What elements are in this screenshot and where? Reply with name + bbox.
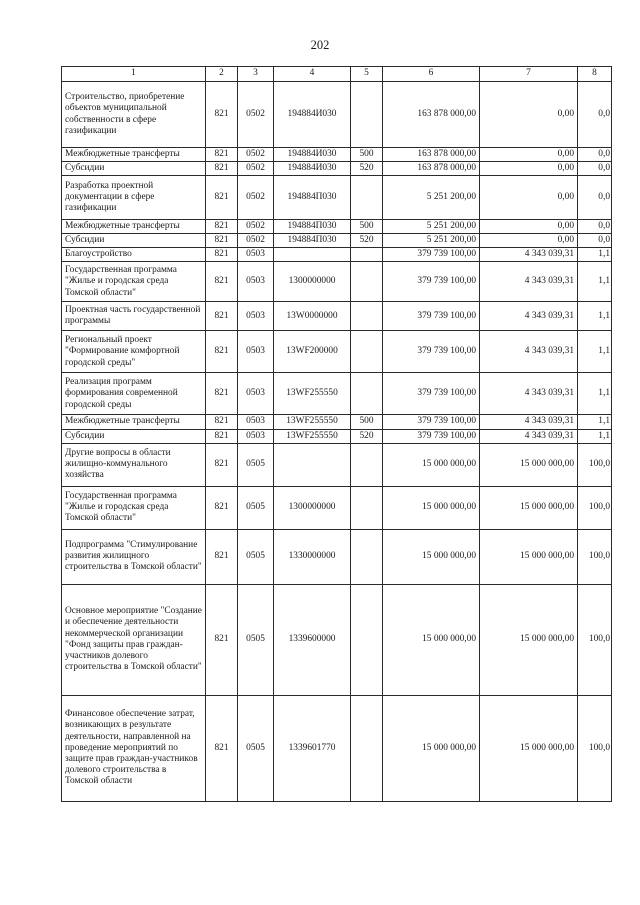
target-article-cell: 13WF255550 bbox=[274, 429, 351, 443]
target-article-cell: 13WF255550 bbox=[274, 373, 351, 415]
executed-amount-cell: 4 343 039,31 bbox=[480, 429, 578, 443]
section-code-cell: 0503 bbox=[238, 248, 274, 262]
table-row bbox=[62, 220, 612, 234]
department-code-cell: 821 bbox=[206, 262, 238, 302]
section-code-cell: 0502 bbox=[238, 234, 274, 248]
planned-amount-cell: 379 739 100,00 bbox=[383, 302, 480, 331]
section-code-cell: 0502 bbox=[238, 82, 274, 148]
item-name-cell: Субсидии bbox=[62, 429, 206, 443]
execution-percent-cell: 0,0 bbox=[578, 220, 612, 234]
executed-amount-cell: 15 000 000,00 bbox=[480, 695, 578, 801]
department-code-cell: 821 bbox=[206, 443, 238, 486]
item-name-cell: Другие вопросы в области жилищно-коммунального хозяйства bbox=[62, 443, 206, 486]
section-code-cell: 0503 bbox=[238, 429, 274, 443]
execution-percent-cell: 1,1 bbox=[578, 415, 612, 429]
department-code-cell: 821 bbox=[206, 162, 238, 176]
item-name-cell: Региональный проект "Формирование комфортной городской среды" bbox=[62, 331, 206, 373]
target-article-cell: 1300000000 bbox=[274, 262, 351, 302]
table-row bbox=[62, 262, 612, 302]
item-name-cell: Межбюджетные трансферты bbox=[62, 415, 206, 429]
section-code-cell: 0505 bbox=[238, 529, 274, 584]
executed-amount-cell: 15 000 000,00 bbox=[480, 529, 578, 584]
department-code-cell: 821 bbox=[206, 234, 238, 248]
header-cell: 2 bbox=[206, 67, 238, 82]
execution-percent-cell: 1,1 bbox=[578, 262, 612, 302]
executed-amount-cell: 4 343 039,31 bbox=[480, 248, 578, 262]
table-row bbox=[62, 584, 612, 695]
header-cell: 8 bbox=[578, 67, 612, 82]
execution-percent-cell: 100,0 bbox=[578, 529, 612, 584]
department-code-cell: 821 bbox=[206, 695, 238, 801]
item-name-cell: Государственная программа "Жилье и городская среда Томской области" bbox=[62, 262, 206, 302]
planned-amount-cell: 379 739 100,00 bbox=[383, 429, 480, 443]
header-cell: 1 bbox=[62, 67, 206, 82]
table-row bbox=[62, 429, 612, 443]
table-row bbox=[62, 373, 612, 415]
planned-amount-cell: 379 739 100,00 bbox=[383, 331, 480, 373]
target-article-cell: 194884И030 bbox=[274, 148, 351, 162]
executed-amount-cell: 0,00 bbox=[480, 176, 578, 220]
planned-amount-cell: 5 251 200,00 bbox=[383, 220, 480, 234]
planned-amount-cell: 379 739 100,00 bbox=[383, 415, 480, 429]
expense-type-cell bbox=[351, 248, 383, 262]
planned-amount-cell: 163 878 000,00 bbox=[383, 82, 480, 148]
target-article-cell bbox=[274, 443, 351, 486]
target-article-cell: 13W0000000 bbox=[274, 302, 351, 331]
section-code-cell: 0505 bbox=[238, 486, 274, 529]
section-code-cell: 0502 bbox=[238, 176, 274, 220]
execution-percent-cell: 1,1 bbox=[578, 373, 612, 415]
expense-type-cell bbox=[351, 584, 383, 695]
executed-amount-cell: 4 343 039,31 bbox=[480, 262, 578, 302]
department-code-cell: 821 bbox=[206, 302, 238, 331]
table-row bbox=[62, 415, 612, 429]
execution-percent-cell: 100,0 bbox=[578, 584, 612, 695]
planned-amount-cell: 163 878 000,00 bbox=[383, 148, 480, 162]
section-code-cell: 0503 bbox=[238, 331, 274, 373]
section-code-cell: 0505 bbox=[238, 695, 274, 801]
item-name-cell: Межбюджетные трансферты bbox=[62, 220, 206, 234]
planned-amount-cell: 15 000 000,00 bbox=[383, 695, 480, 801]
table-row bbox=[62, 248, 612, 262]
item-name-cell: Финансовое обеспечение затрат, возникающих в результате деятельности, направленной на проведение мероприятий по защите прав граждан-участников долевого строительства в Томской области bbox=[62, 695, 206, 801]
planned-amount-cell: 15 000 000,00 bbox=[383, 486, 480, 529]
table-row bbox=[62, 82, 612, 148]
budget-table bbox=[61, 66, 612, 802]
execution-percent-cell: 1,1 bbox=[578, 429, 612, 443]
target-article-cell: 13WF255550 bbox=[274, 415, 351, 429]
department-code-cell: 821 bbox=[206, 220, 238, 234]
item-name-cell: Разработка проектной документации в сфере газификации bbox=[62, 176, 206, 220]
section-code-cell: 0502 bbox=[238, 148, 274, 162]
item-name-cell: Благоустройство bbox=[62, 248, 206, 262]
target-article-cell: 1339601770 bbox=[274, 695, 351, 801]
department-code-cell: 821 bbox=[206, 148, 238, 162]
executed-amount-cell: 4 343 039,31 bbox=[480, 415, 578, 429]
target-article-cell: 194884П030 bbox=[274, 234, 351, 248]
expense-type-cell: 520 bbox=[351, 234, 383, 248]
expense-type-cell bbox=[351, 486, 383, 529]
table-row bbox=[62, 302, 612, 331]
department-code-cell: 821 bbox=[206, 429, 238, 443]
execution-percent-cell: 100,0 bbox=[578, 443, 612, 486]
table-row bbox=[62, 331, 612, 373]
planned-amount-cell: 5 251 200,00 bbox=[383, 176, 480, 220]
planned-amount-cell: 163 878 000,00 bbox=[383, 162, 480, 176]
table-row bbox=[62, 486, 612, 529]
executed-amount-cell: 0,00 bbox=[480, 82, 578, 148]
execution-percent-cell: 0,0 bbox=[578, 176, 612, 220]
executed-amount-cell: 0,00 bbox=[480, 162, 578, 176]
executed-amount-cell: 0,00 bbox=[480, 234, 578, 248]
expense-type-cell: 500 bbox=[351, 415, 383, 429]
execution-percent-cell: 1,1 bbox=[578, 331, 612, 373]
header-cell: 5 bbox=[351, 67, 383, 82]
expense-type-cell bbox=[351, 695, 383, 801]
executed-amount-cell: 0,00 bbox=[480, 220, 578, 234]
section-code-cell: 0503 bbox=[238, 302, 274, 331]
executed-amount-cell: 15 000 000,00 bbox=[480, 584, 578, 695]
section-code-cell: 0502 bbox=[238, 220, 274, 234]
execution-percent-cell: 0,0 bbox=[578, 162, 612, 176]
execution-percent-cell: 1,1 bbox=[578, 248, 612, 262]
execution-percent-cell: 0,0 bbox=[578, 234, 612, 248]
header-cell: 7 bbox=[480, 67, 578, 82]
header-cell: 4 bbox=[274, 67, 351, 82]
expense-type-cell bbox=[351, 331, 383, 373]
target-article-cell: 194884П030 bbox=[274, 176, 351, 220]
target-article-cell: 194884И030 bbox=[274, 162, 351, 176]
planned-amount-cell: 379 739 100,00 bbox=[383, 248, 480, 262]
expense-type-cell bbox=[351, 373, 383, 415]
planned-amount-cell: 15 000 000,00 bbox=[383, 443, 480, 486]
item-name-cell: Субсидии bbox=[62, 162, 206, 176]
department-code-cell: 821 bbox=[206, 486, 238, 529]
section-code-cell: 0502 bbox=[238, 162, 274, 176]
item-name-cell: Проектная часть государственной программы bbox=[62, 302, 206, 331]
execution-percent-cell: 1,1 bbox=[578, 302, 612, 331]
department-code-cell: 821 bbox=[206, 529, 238, 584]
department-code-cell: 821 bbox=[206, 248, 238, 262]
executed-amount-cell: 15 000 000,00 bbox=[480, 443, 578, 486]
execution-percent-cell: 0,0 bbox=[578, 82, 612, 148]
planned-amount-cell: 379 739 100,00 bbox=[383, 373, 480, 415]
section-code-cell: 0505 bbox=[238, 443, 274, 486]
table-row bbox=[62, 234, 612, 248]
expense-type-cell bbox=[351, 529, 383, 584]
execution-percent-cell: 100,0 bbox=[578, 695, 612, 801]
expense-type-cell bbox=[351, 262, 383, 302]
item-name-cell: Подпрограмма "Стимулирование развития жилищного строительства в Томской области" bbox=[62, 529, 206, 584]
execution-percent-cell: 100,0 bbox=[578, 486, 612, 529]
item-name-cell: Реализация программ формирования современной городской среды bbox=[62, 373, 206, 415]
item-name-cell: Межбюджетные трансферты bbox=[62, 148, 206, 162]
section-code-cell: 0505 bbox=[238, 584, 274, 695]
section-code-cell: 0503 bbox=[238, 373, 274, 415]
target-article-cell bbox=[274, 248, 351, 262]
planned-amount-cell: 379 739 100,00 bbox=[383, 262, 480, 302]
table-row bbox=[62, 176, 612, 220]
header-cell: 6 bbox=[383, 67, 480, 82]
department-code-cell: 821 bbox=[206, 415, 238, 429]
executed-amount-cell: 4 343 039,31 bbox=[480, 302, 578, 331]
table-header-row bbox=[62, 67, 612, 82]
item-name-cell: Субсидии bbox=[62, 234, 206, 248]
expense-type-cell: 520 bbox=[351, 162, 383, 176]
department-code-cell: 821 bbox=[206, 176, 238, 220]
target-article-cell: 1330000000 bbox=[274, 529, 351, 584]
department-code-cell: 821 bbox=[206, 331, 238, 373]
item-name-cell: Основное мероприятие "Создание и обеспечение деятельности некоммерческой организации "Фонд защиты прав граждан-участников долевого строительства в Томской области" bbox=[62, 584, 206, 695]
target-article-cell: 13WF200000 bbox=[274, 331, 351, 373]
execution-percent-cell: 0,0 bbox=[578, 148, 612, 162]
header-cell: 3 bbox=[238, 67, 274, 82]
expense-type-cell: 500 bbox=[351, 220, 383, 234]
department-code-cell: 821 bbox=[206, 82, 238, 148]
expense-type-cell: 520 bbox=[351, 429, 383, 443]
executed-amount-cell: 15 000 000,00 bbox=[480, 486, 578, 529]
planned-amount-cell: 5 251 200,00 bbox=[383, 234, 480, 248]
item-name-cell: Строительство, приобретение объектов муниципальной собственности в сфере газификации bbox=[62, 82, 206, 148]
expense-type-cell bbox=[351, 82, 383, 148]
table-row bbox=[62, 529, 612, 584]
item-name-cell: Государственная программа "Жилье и городская среда Томской области" bbox=[62, 486, 206, 529]
executed-amount-cell: 4 343 039,31 bbox=[480, 331, 578, 373]
target-article-cell: 1300000000 bbox=[274, 486, 351, 529]
table-row bbox=[62, 148, 612, 162]
department-code-cell: 821 bbox=[206, 373, 238, 415]
target-article-cell: 194884И030 bbox=[274, 82, 351, 148]
expense-type-cell bbox=[351, 443, 383, 486]
planned-amount-cell: 15 000 000,00 bbox=[383, 584, 480, 695]
table-row bbox=[62, 162, 612, 176]
target-article-cell: 194884П030 bbox=[274, 220, 351, 234]
planned-amount-cell: 15 000 000,00 bbox=[383, 529, 480, 584]
executed-amount-cell: 0,00 bbox=[480, 148, 578, 162]
page-number: 202 bbox=[310, 38, 330, 52]
executed-amount-cell: 4 343 039,31 bbox=[480, 373, 578, 415]
section-code-cell: 0503 bbox=[238, 262, 274, 302]
target-article-cell: 1339600000 bbox=[274, 584, 351, 695]
expense-type-cell: 500 bbox=[351, 148, 383, 162]
expense-type-cell bbox=[351, 176, 383, 220]
table-row bbox=[62, 443, 612, 486]
expense-type-cell bbox=[351, 302, 383, 331]
department-code-cell: 821 bbox=[206, 584, 238, 695]
table-row bbox=[62, 695, 612, 801]
section-code-cell: 0503 bbox=[238, 415, 274, 429]
